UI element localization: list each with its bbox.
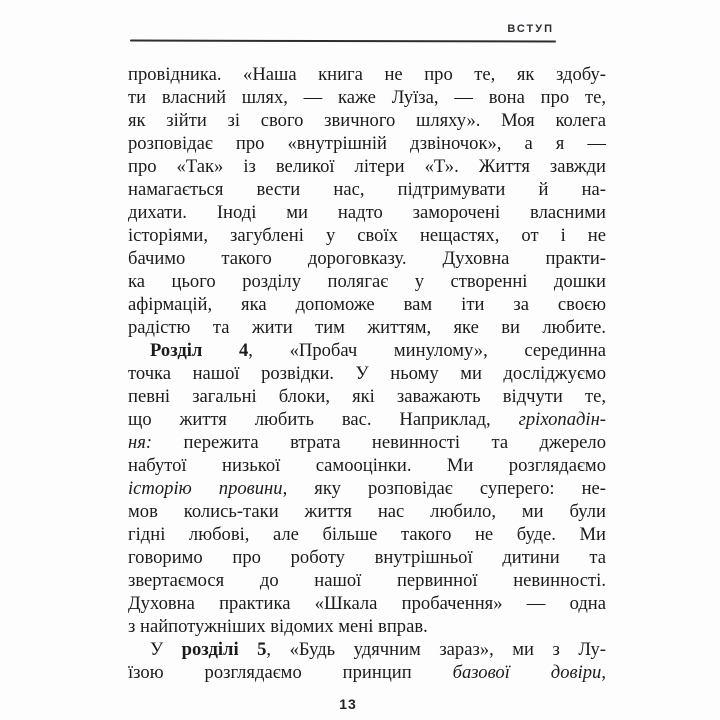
header-rule xyxy=(130,40,556,43)
text-line xyxy=(128,109,606,132)
text-segment: гідні любові, але більше такого не буде. Ми xyxy=(128,524,606,545)
text-segment: У xyxy=(150,639,182,660)
text-segment: розповідає про «внутрішній дзвіночок», а я — xyxy=(128,133,606,154)
text-segment: , «Пробач минулому», серединна xyxy=(248,340,606,361)
text-segment: афірмацій, яка допоможе вам іти за своєю xyxy=(128,294,606,315)
text-segment: певні загальні блоки, які заважають відчути те, xyxy=(128,386,606,407)
text-segment: говоримо про роботу внутрішньої дитини та xyxy=(128,547,606,568)
text-line xyxy=(128,385,606,408)
text-line xyxy=(128,224,606,247)
text-segment: , «Будь удячним зараз», ми з Лу- xyxy=(266,639,606,660)
text-segment: історіями, загублені у своїх нещастях, от і не xyxy=(128,225,606,246)
text-line xyxy=(128,132,606,155)
text-line xyxy=(128,638,606,661)
text-line xyxy=(128,201,606,224)
text-line xyxy=(128,477,606,500)
text-line xyxy=(128,546,606,569)
text-segment: базової довіри xyxy=(452,662,602,683)
text-segment: що життя любить вас. Наприклад, xyxy=(128,409,519,430)
text-segment: ка цього розділу полягає у створенні дошки xyxy=(128,271,606,292)
text-segment: дихати. Іноді ми надто заморочені власними xyxy=(128,202,606,223)
text-line xyxy=(128,500,606,523)
text-segment: Духовна практика «Шкала пробачення» — одна xyxy=(128,593,606,614)
text-line xyxy=(128,615,606,638)
text-segment: Розділ 4 xyxy=(150,340,249,361)
text-line xyxy=(128,270,606,293)
text-line xyxy=(128,316,606,339)
text-segment: з найпотужніших відомих мені вправ. xyxy=(128,616,428,637)
text-line xyxy=(128,362,606,385)
text-line xyxy=(128,523,606,546)
text-segment: набутої низької самооцінки. Ми розглядаємо xyxy=(128,455,606,476)
text-segment: звертаємося до нашої первинної невинності. xyxy=(128,570,606,591)
text-segment: гріхопадін- xyxy=(518,409,606,430)
page-number: 13 xyxy=(339,696,357,712)
text-line xyxy=(128,339,606,362)
text-line xyxy=(128,63,606,86)
text-line xyxy=(128,86,606,109)
text-line xyxy=(128,431,606,454)
text-segment: пережита втрата невинності та джерело xyxy=(152,432,606,453)
text-segment: їзою розглядаємо принцип xyxy=(128,662,453,683)
text-segment: провідника. «Наша книга не про те, як здобу- xyxy=(128,64,606,85)
body-text xyxy=(128,63,606,684)
text-segment: мов колись-таки життя нас любило, ми були xyxy=(128,501,606,522)
text-line xyxy=(128,155,606,178)
text-segment: розділі 5 xyxy=(181,639,267,660)
text-segment: , xyxy=(601,662,606,683)
text-line xyxy=(128,247,606,270)
text-segment: намагається вести нас, підтримувати й на- xyxy=(128,179,606,200)
text-segment: ти власний шлях, — каже Луїза, — вона про те, xyxy=(128,87,606,108)
text-line xyxy=(128,293,606,316)
text-segment: історію провини xyxy=(128,478,283,499)
running-head: ВСТУП xyxy=(507,23,554,35)
text-segment: точка нашої розвідки. У ньому ми досліджуємо xyxy=(128,363,606,384)
text-line xyxy=(128,592,606,615)
text-segment: про «Так» із великої літери «Т». Життя завжди xyxy=(128,156,606,177)
text-line xyxy=(128,178,606,201)
text-line xyxy=(128,454,606,477)
text-segment: , яку розповідає суперего: не- xyxy=(282,478,606,499)
text-segment: як зійти зі свого звичного шляху». Моя колега xyxy=(128,110,606,131)
text-segment: бачимо такого дороговказу. Духовна практи- xyxy=(128,248,606,269)
text-line xyxy=(128,661,606,684)
text-segment: радістю та жити тим життям, яке ви любите. xyxy=(128,317,606,338)
text-line xyxy=(128,408,606,431)
text-line xyxy=(128,569,606,592)
text-segment: ня: xyxy=(128,432,153,453)
